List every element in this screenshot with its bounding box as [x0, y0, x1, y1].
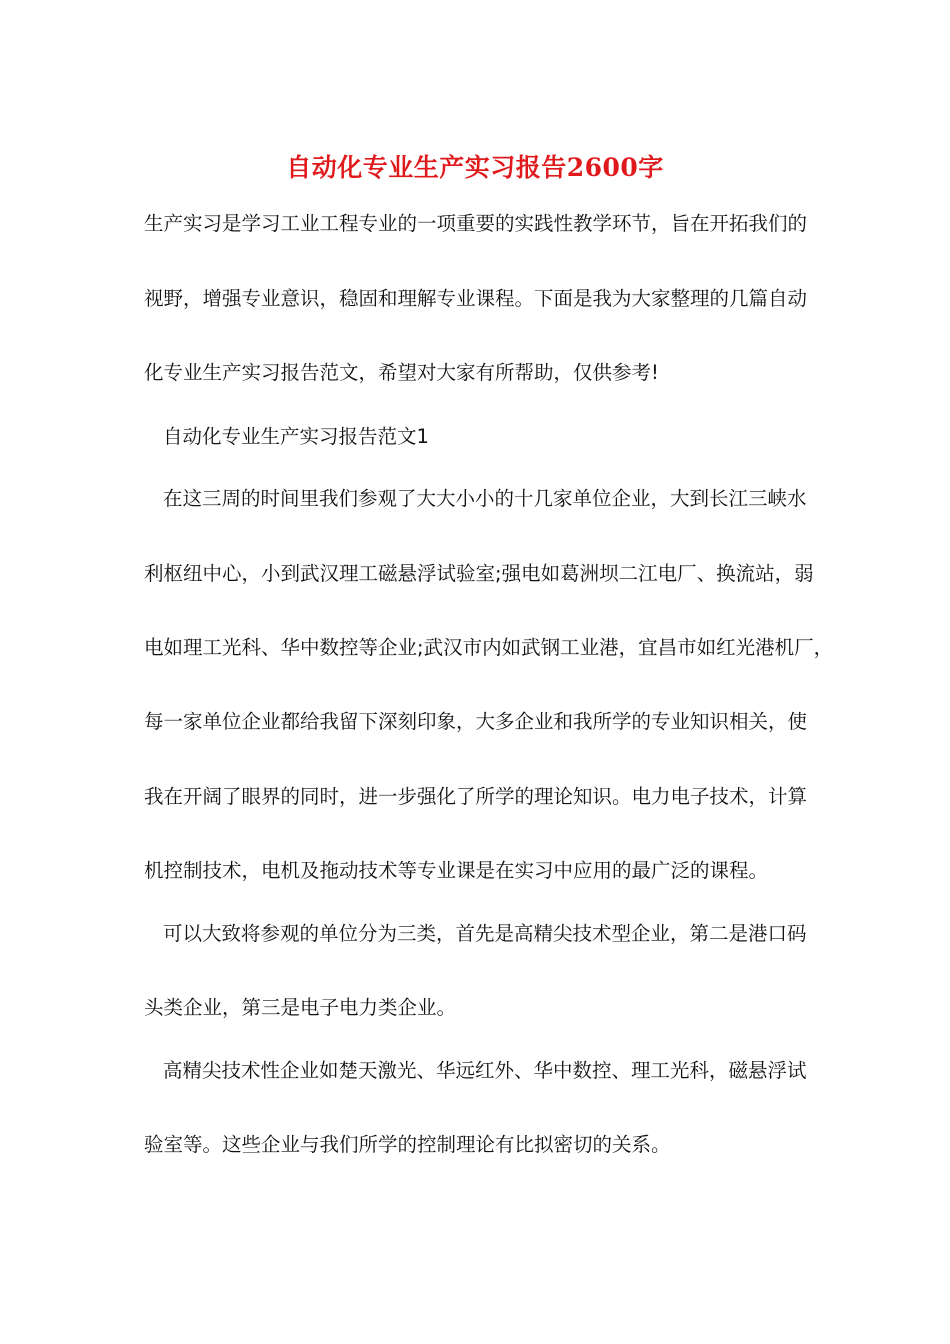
- intro-line-2: 视野，增强专业意识，稳固和理解专业课程。下面是我为大家整理的几篇自动: [144, 287, 808, 310]
- paragraph-3-line-2: 验室等。这些企业与我们所学的控制理论有比拟密切的关系。: [144, 1133, 671, 1156]
- paragraph-1-line-1: 在这三周的时间里我们参观了大大小小的十几家单位企业，大到长江三峡水: [163, 487, 807, 510]
- paragraph-1-line-6: 机控制技术，电机及拖动技术等专业课是在实习中应用的最广泛的课程。: [144, 859, 769, 882]
- paragraph-1-line-3: 电如理工光科、华中数控等企业;武汉市内如武钢工业港，宜昌市如红光港机厂，: [144, 636, 834, 659]
- paragraph-1-line-5: 我在开阔了眼界的同时，进一步强化了所学的理论知识。电力电子技术，计算: [144, 785, 808, 808]
- paragraph-3-line-1: 高精尖技术性企业如楚天激光、华远红外、华中数控、理工光科，磁悬浮试: [163, 1059, 807, 1082]
- paragraph-1-line-2: 利枢纽中心，小到武汉理工磁悬浮试验室;强电如葛洲坝二江电厂、换流站，弱: [144, 562, 814, 585]
- paragraph-1-line-4: 每一家单位企业都给我留下深刻印象，大多企业和我所学的专业知识相关，使: [144, 710, 808, 733]
- document-title: 自动化专业生产实习报告2600字: [286, 153, 664, 182]
- intro-line-1: 生产实习是学习工业工程专业的一项重要的实践性教学环节，旨在开拓我们的: [144, 212, 808, 235]
- intro-line-3: 化专业生产实习报告范文，希望对大家有所帮助，仅供参考!: [144, 361, 659, 384]
- paragraph-2-line-1: 可以大致将参观的单位分为三类，首先是高精尖技术型企业，第二是港口码: [163, 922, 807, 945]
- paragraph-2-line-2: 头类企业，第三是电子电力类企业。: [144, 996, 457, 1019]
- section-heading: 自动化专业生产实习报告范文1: [163, 425, 429, 448]
